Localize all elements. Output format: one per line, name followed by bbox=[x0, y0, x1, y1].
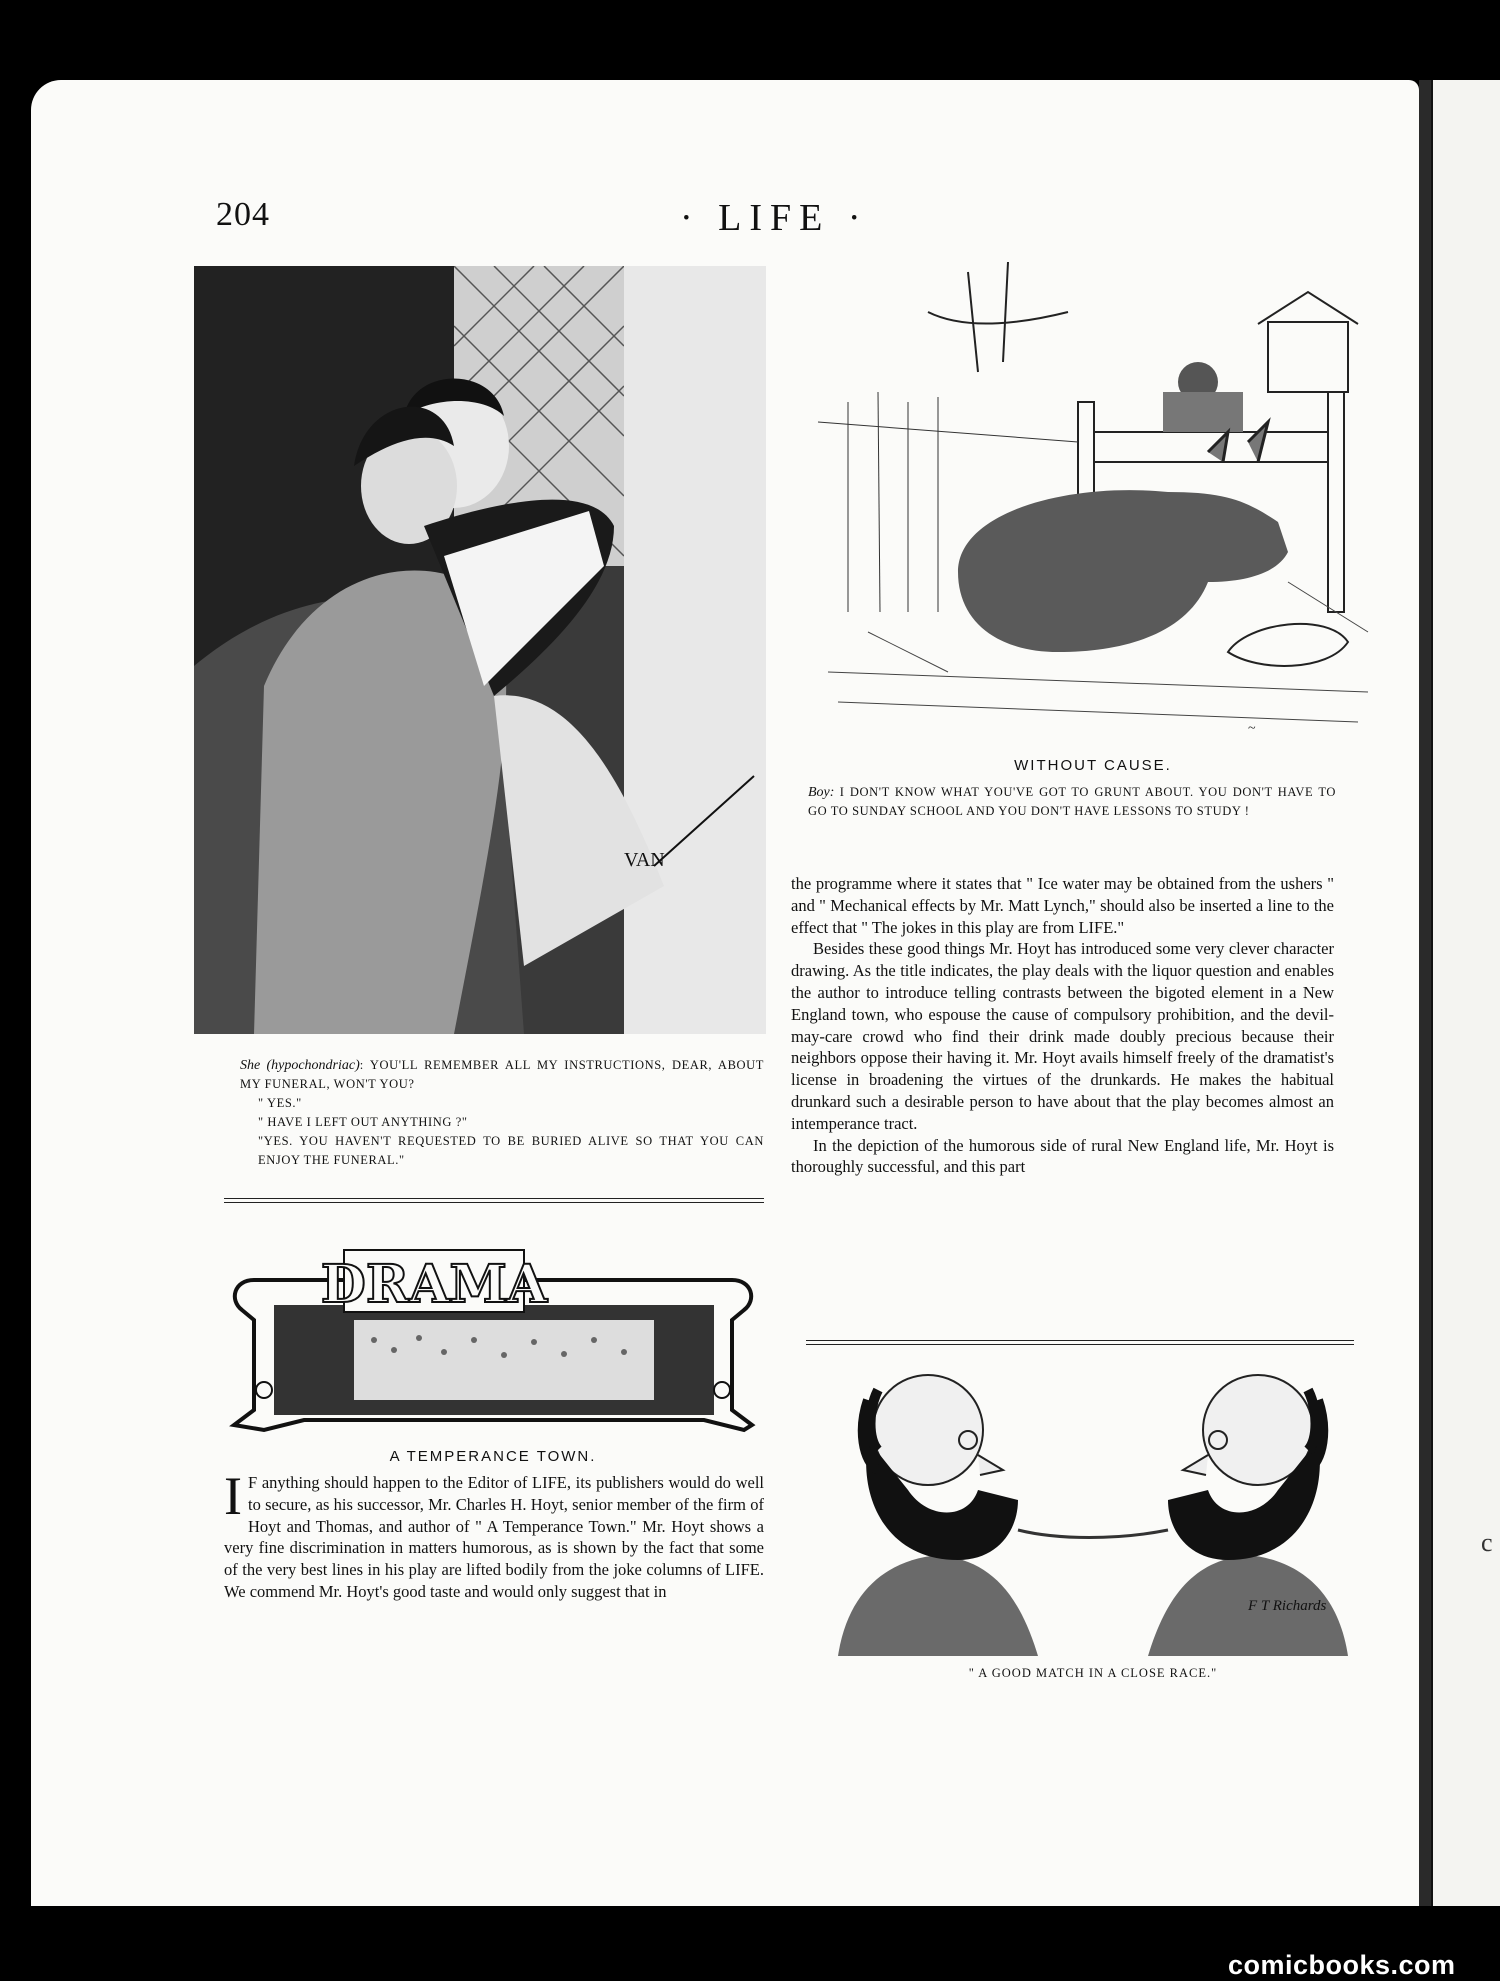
article-para-1: F anything should happen to the Editor of LIFE, its publishers would do well to secure, as his successor, Mr. Charles H. Hoyt, senior member of the firm of Hoyt and Thomas, and author of " A Temperance Town." Mr. Hoyt shows a very fine discrimination in matters humorous, as is shown by the fact that some of the very best lines in his play are lifted bodily from the joke columns of LIFE. We commend Mr. Hoyt's good taste and would only suggest that in bbox=[224, 1473, 764, 1601]
men-caption: " A GOOD MATCH IN A CLOSE RACE." bbox=[968, 1666, 1218, 1680]
pig-illustration bbox=[808, 252, 1378, 752]
article-column-left bbox=[224, 1466, 764, 1603]
pig-caption-speaker: Boy: bbox=[808, 785, 835, 800]
drama-banner-title: DRAMA bbox=[320, 1254, 548, 1315]
pig-caption-text: I DON'T KNOW WHAT YOU'VE GOT TO GRUNT ABOUT. YOU DON'T HAVE TO GO TO SUNDAY SCHOOL AND YOU DON'T HAVE LESSONS TO STUDY ! bbox=[808, 785, 1337, 818]
couple-caption-line1: : YOU'LL REMEMBER ALL MY INSTRUCTIONS, DEAR, ABOUT MY FUNERAL, WON'T YOU? bbox=[240, 1058, 764, 1091]
couple-illustration bbox=[194, 266, 766, 1034]
watermark: comicbooks.com bbox=[1228, 1950, 1456, 1980]
section-rule-right bbox=[806, 1340, 1354, 1345]
article-para-2: Besides these good things Mr. Hoyt has introduced some very clever character drawing. As the title indicates, the play deals with the liquor question and enables the author to introduce telling contrasts between the bigoted element in a New England town, who espouse the cause of compulsory prohibition, and the devil-may-care crowd who find their drink made doubly precious because their neighbors oppose their having it. Mr. Hoyt avails himself freely of the dramatist's license in broadening the virtues of the drunkards. He makes the habitual drunkard such a desirable person to have about that the play becomes almost an intemperance tract. bbox=[791, 939, 1334, 1133]
section-rule bbox=[224, 1198, 764, 1203]
svg-text:~: ~ bbox=[1248, 721, 1256, 736]
next-page-glyph: c bbox=[1481, 1528, 1493, 1557]
bearded-men-illustration bbox=[818, 1360, 1366, 1656]
couple-caption-speaker: She (hypochondriac) bbox=[240, 1058, 360, 1073]
pig-caption bbox=[808, 783, 1336, 821]
article-para-3: In the depiction of the humorous side of rural New England life, Mr. Hoyt is thoroughly successful, and this part bbox=[791, 1135, 1334, 1177]
dropcap: I bbox=[224, 1466, 242, 1526]
page-number: 204 bbox=[216, 196, 270, 233]
masthead: · LIFE · bbox=[680, 197, 869, 239]
article-title: A TEMPERANCE TOWN. bbox=[389, 1448, 597, 1465]
men-signature: F T Richards bbox=[1248, 1598, 1327, 1614]
couple-caption-line2: " YES." bbox=[258, 1096, 302, 1110]
couple-caption-line3: " HAVE I LEFT OUT ANYTHING ?" bbox=[258, 1115, 468, 1129]
pig-title: WITHOUT CAUSE. bbox=[1014, 757, 1172, 774]
drama-banner bbox=[224, 1240, 762, 1436]
binding-gutter bbox=[1419, 80, 1431, 1906]
couple-caption-line4: "YES. YOU HAVEN'T REQUESTED TO BE BURIED ALIVE SO THAT YOU CAN ENJOY THE FUNERAL." bbox=[258, 1134, 764, 1167]
couple-caption bbox=[240, 1056, 764, 1170]
article-para-cont: the programme where it states that " Ice water may be obtained from the ushers " and " Mechanical effects by Mr. Matt Lynch," should also be inserted a line to the effect that " The jokes in this play are from LIFE." bbox=[791, 874, 1334, 937]
next-page-edge bbox=[1431, 80, 1500, 1906]
couple-signature: VAN bbox=[624, 849, 665, 871]
article-column-right bbox=[791, 873, 1334, 1178]
